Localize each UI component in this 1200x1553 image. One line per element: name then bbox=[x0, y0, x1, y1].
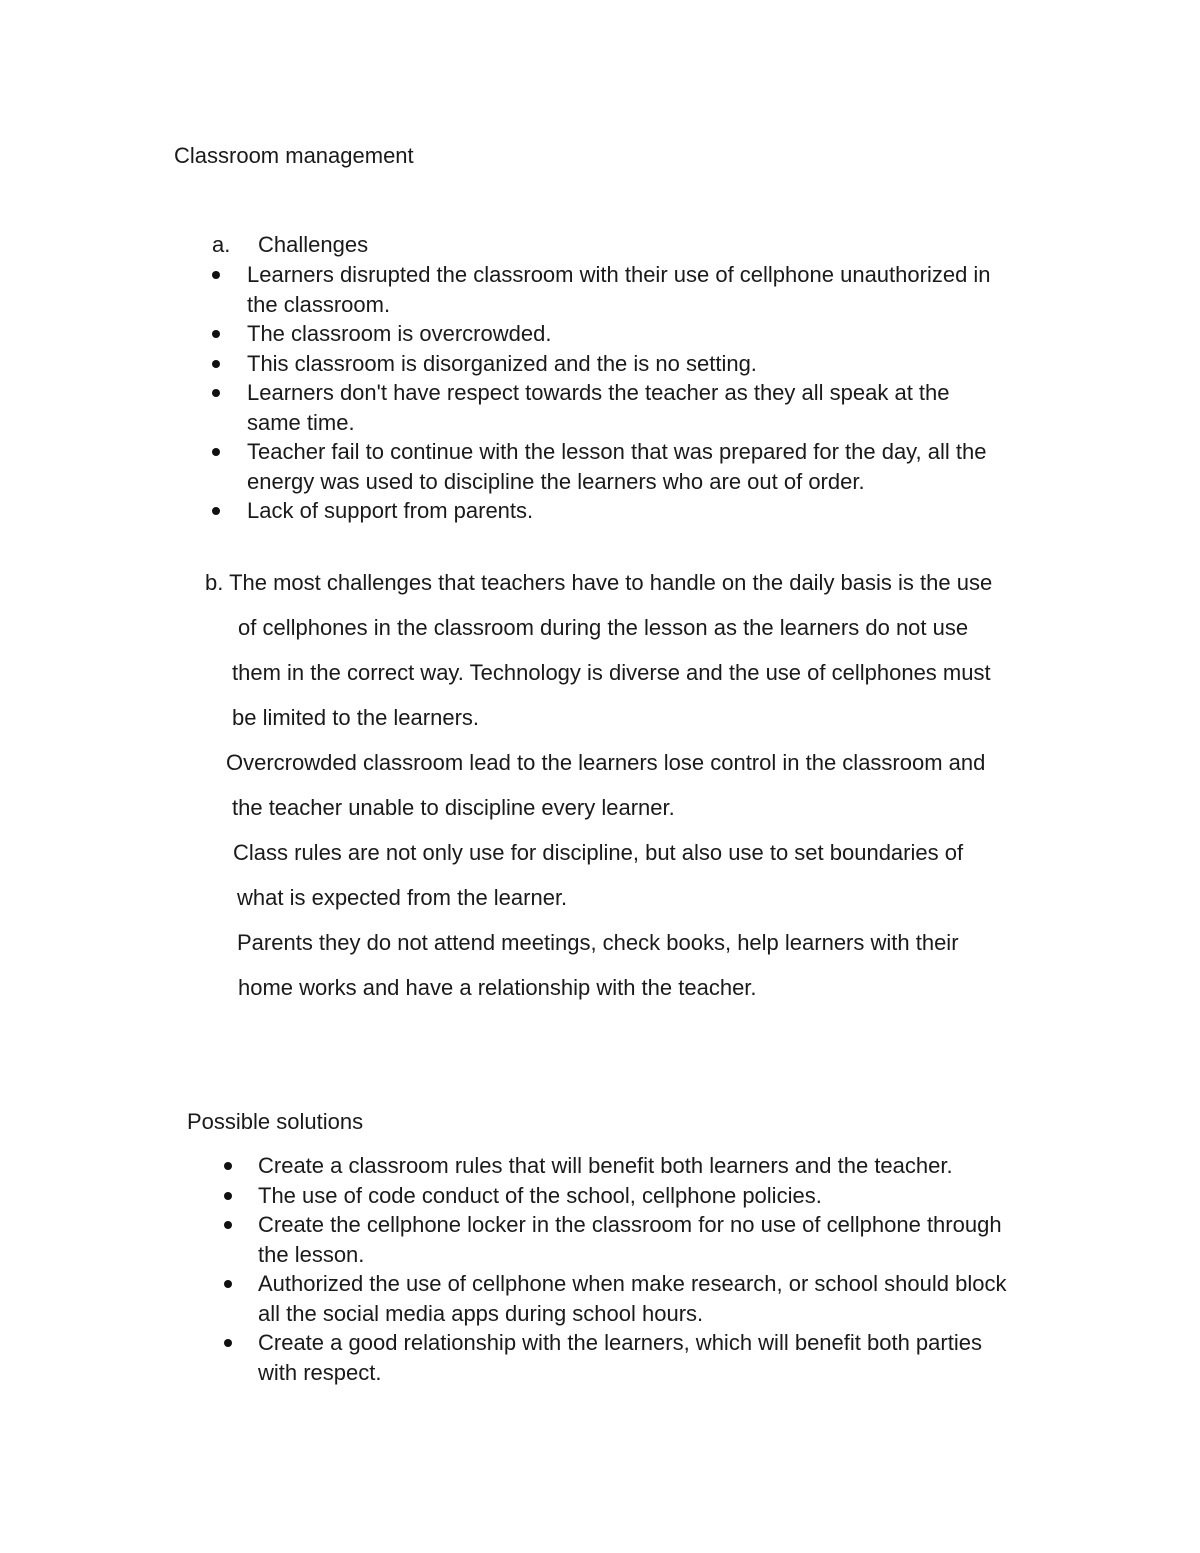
list-item-line: the classroom. bbox=[247, 291, 391, 317]
bullet-icon bbox=[212, 389, 220, 397]
paragraph-line: Overcrowded classroom lead to the learners lose control in the classroom and bbox=[226, 750, 986, 775]
list-item-line: The classroom is overcrowded. bbox=[247, 321, 552, 346]
list-item-line: This classroom is disorganized and the is no setting. bbox=[247, 350, 757, 376]
bullet-icon bbox=[224, 1339, 232, 1347]
paragraph-line: be limited to the learners. bbox=[232, 705, 480, 730]
list-item-line: Teacher fail to continue with the lesson that was prepared for the day, all the bbox=[247, 439, 987, 464]
bullet-icon bbox=[224, 1280, 232, 1288]
bullet-icon bbox=[212, 448, 220, 456]
bullet-icon bbox=[224, 1162, 232, 1170]
paragraph-line: Class rules are not only use for discipline, but also use to set boundaries of bbox=[233, 840, 964, 865]
list-item bbox=[224, 1151, 1084, 1181]
list-item bbox=[212, 319, 1072, 349]
document-title: Classroom management bbox=[174, 143, 414, 168]
list-item-line: same time. bbox=[247, 409, 355, 435]
paragraph-line: what is expected from the learner. bbox=[237, 885, 568, 910]
paragraph-line: the teacher unable to discipline every learner. bbox=[232, 795, 675, 820]
list-item-line: Learners disrupted the classroom with their use of cellphone unauthorized in bbox=[247, 262, 991, 287]
list-item bbox=[212, 496, 1072, 526]
bullet-icon bbox=[224, 1192, 232, 1200]
paragraph-line: b. The most challenges that teachers have to handle on the daily basis is the use bbox=[205, 570, 993, 595]
list-item bbox=[212, 378, 1072, 437]
paragraph-line: them in the correct way. Technology is diverse and the use of cellphones must bbox=[232, 660, 991, 685]
list-item-line: Authorized the use of cellphone when make research, or school should block bbox=[258, 1271, 1007, 1296]
bullet-icon bbox=[212, 507, 220, 515]
list-item-line: Lack of support from parents. bbox=[247, 498, 534, 523]
bullet-icon bbox=[212, 330, 220, 338]
paragraph-line: Parents they do not attend meetings, check books, help learners with their bbox=[237, 930, 959, 955]
bullet-icon bbox=[224, 1221, 232, 1229]
list-item bbox=[224, 1181, 1084, 1211]
list-item-line: Create the cellphone locker in the classroom for no use of cellphone through bbox=[258, 1212, 1002, 1237]
paragraph-line: of cellphones in the classroom during the lesson as the learners do not use bbox=[238, 615, 969, 640]
section-a-label: Challenges bbox=[258, 232, 369, 257]
list-item-line: energy was used to discipline the learners who are out of order. bbox=[247, 468, 865, 494]
list-item-line: all the social media apps during school hours. bbox=[258, 1300, 704, 1326]
list-item bbox=[224, 1210, 1084, 1269]
solutions-list bbox=[224, 1151, 1084, 1387]
bullet-icon bbox=[212, 271, 220, 279]
list-item-line: with respect. bbox=[258, 1359, 382, 1385]
list-item-line: Create a classroom rules that will benefit both learners and the teacher. bbox=[258, 1153, 953, 1178]
list-item bbox=[212, 349, 1072, 379]
list-item-line: the lesson. bbox=[258, 1241, 365, 1267]
list-item bbox=[224, 1328, 1084, 1387]
list-item-line: Learners don't have respect towards the teacher as they all speak at the bbox=[247, 380, 950, 405]
section-a-marker: a. bbox=[212, 232, 231, 257]
list-item bbox=[212, 437, 1072, 496]
paragraph-line: home works and have a relationship with the teacher. bbox=[238, 975, 757, 1000]
list-item bbox=[224, 1269, 1084, 1328]
challenges-list bbox=[212, 260, 1072, 526]
solutions-heading: Possible solutions bbox=[187, 1109, 364, 1134]
list-item-line: The use of code conduct of the school, cellphone policies. bbox=[258, 1182, 822, 1208]
list-item bbox=[212, 260, 1072, 319]
list-item-line: Create a good relationship with the learners, which will benefit both parties bbox=[258, 1330, 982, 1355]
bullet-icon bbox=[212, 360, 220, 368]
